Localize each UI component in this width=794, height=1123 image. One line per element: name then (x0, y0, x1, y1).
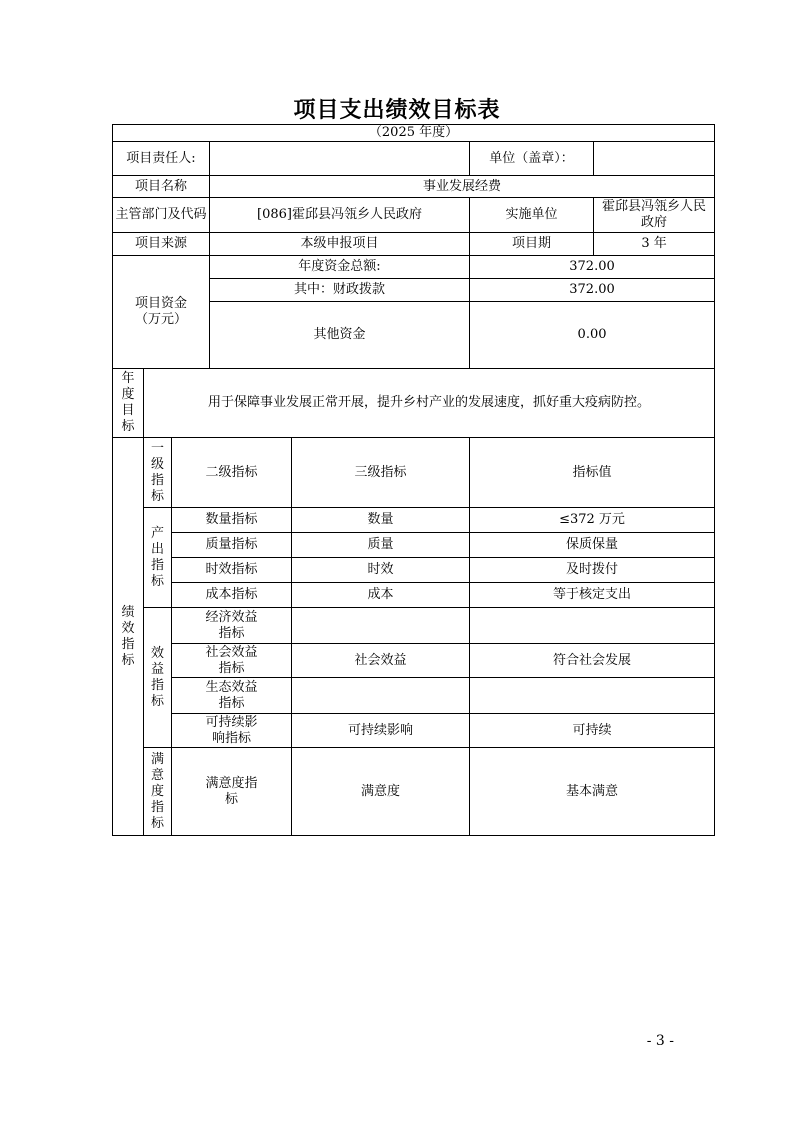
indicator-value: 及时拨付 (470, 558, 715, 583)
indicator-level3: 数量 (292, 508, 470, 533)
indicator-level2: 数量指标 (172, 508, 292, 533)
page-number: - 3 - (646, 1033, 674, 1049)
funds-other-label: 其他资金 (210, 302, 470, 369)
funds-other-value: 0.00 (470, 302, 715, 369)
indicator-level3: 成本 (292, 583, 470, 608)
indicator-level3: 时效 (292, 558, 470, 583)
page-title: 项目支出绩效目标表 (293, 98, 501, 123)
source-value: 本级申报项目 (210, 233, 470, 256)
indicator-level2: 社会效益指标 (172, 644, 292, 678)
indicator-level3: 满意度 (292, 748, 470, 836)
indicator-value: ≤372 万元 (470, 508, 715, 533)
annual-goal-label: 年度目标 (113, 369, 144, 438)
performance-target-table (112, 124, 715, 836)
header-level3: 三级指标 (292, 438, 470, 508)
project-name-value: 事业发展经费 (210, 176, 715, 198)
unit-label: 单位（盖章）： (470, 142, 594, 176)
funds-fiscal-label: 其中：财政拨款 (210, 279, 470, 302)
indicator-value: 可持续 (470, 714, 715, 748)
output-indicator-label: 产出指标 (144, 508, 172, 608)
source-label: 项目来源 (113, 233, 210, 256)
funds-total-value: 372.00 (470, 256, 715, 279)
indicator-level3: 可持续影响 (292, 714, 470, 748)
header-level1: 一级指标 (144, 438, 172, 508)
period-value: 3 年 (594, 233, 715, 256)
dept-value: [086]霍邱县冯瓴乡人民政府 (210, 198, 470, 233)
responsible-label: 项目责任人: (113, 142, 210, 176)
funds-label: 项目资金（万元） (113, 256, 210, 369)
benefit-indicator-label: 效益指标 (144, 608, 172, 748)
indicator-value: 符合社会发展 (470, 644, 715, 678)
impl-value: 霍邱县冯瓴乡人民政府 (594, 198, 715, 233)
indicator-value: 等于核定支出 (470, 583, 715, 608)
indicator-level3: 质量 (292, 533, 470, 558)
indicator-level2: 质量指标 (172, 533, 292, 558)
period-label: 项目期 (470, 233, 594, 256)
indicator-level3 (292, 608, 470, 644)
indicator-level2: 可持续影响指标 (172, 714, 292, 748)
indicator-value: 基本满意 (470, 748, 715, 836)
indicator-level3: 社会效益 (292, 644, 470, 678)
indicators-label: 绩效指标 (113, 438, 144, 836)
header-level2: 二级指标 (172, 438, 292, 508)
indicator-level3 (292, 678, 470, 714)
impl-label: 实施单位 (470, 198, 594, 233)
project-name-label: 项目名称 (113, 176, 210, 198)
funds-total-label: 年度资金总额: (210, 256, 470, 279)
header-value: 指标值 (470, 438, 715, 508)
satisfaction-indicator-label: 满意度指标 (144, 748, 172, 836)
annual-goal-text: 用于保障事业发展正常开展，提升乡村产业的发展速度，抓好重大疫病防控。 (144, 369, 715, 438)
indicator-level2: 成本指标 (172, 583, 292, 608)
indicator-level2: 生态效益指标 (172, 678, 292, 714)
dept-label: 主管部门及代码 (113, 198, 210, 233)
unit-value (594, 142, 715, 176)
indicator-level2: 满意度指标 (172, 748, 292, 836)
indicator-level2: 经济效益指标 (172, 608, 292, 644)
indicator-value (470, 608, 715, 644)
indicator-value: 保质保量 (470, 533, 715, 558)
indicator-level2: 时效指标 (172, 558, 292, 583)
indicator-value (470, 678, 715, 714)
responsible-value (210, 142, 470, 176)
funds-fiscal-value: 372.00 (470, 279, 715, 302)
year-label: （2025 年度） (113, 125, 715, 142)
